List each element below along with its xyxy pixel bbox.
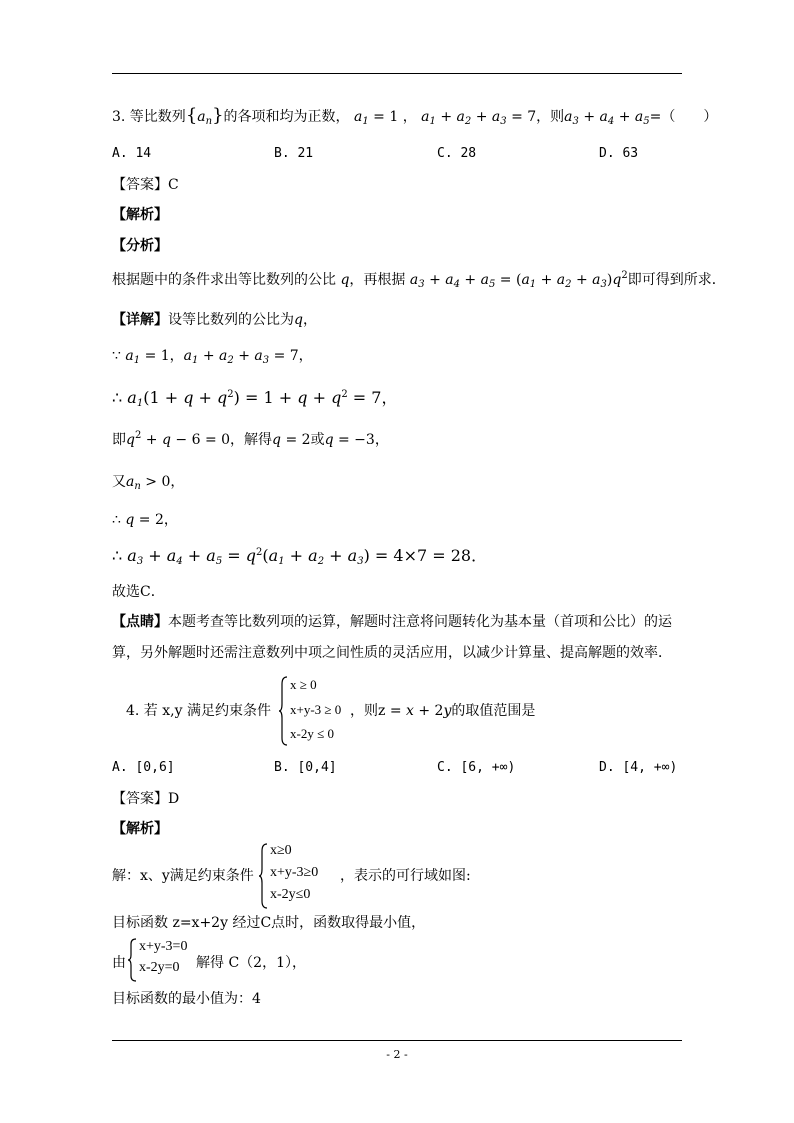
p3-option-b: B. 21 <box>274 146 314 161</box>
problem3-stem-end: =（ ） <box>649 109 718 125</box>
equation-1: x+y-3=0 <box>139 939 188 954</box>
p3-jiexi: 【解析】 <box>112 207 168 223</box>
p3-option-d: D. 63 <box>599 146 639 161</box>
fenxi-text-end: 即可得到所求． <box>627 272 726 288</box>
you-label: 又 <box>112 474 126 490</box>
therefore-symbol: ∴ <box>112 388 123 407</box>
p3-dianjing-1 <box>112 612 672 632</box>
fenxi-formula: $a_3 + a_4 + a_5 = (a_1 + a_2 + a_3)q^2$ <box>409 270 628 290</box>
problem3-stem: 3. 等比数列$\{a_n\}$的各项和均为正数， $a_1 = 1$ ， $a_1 + a_2 + a_3 = 7$，则$a_3 + a_4 + a_5=$（ ） <box>112 105 718 127</box>
p3-dianjing-2: 算，另外解题时还需注意数列中项之间性质的灵活应用，以减少计算量、提高解题的效率． <box>112 645 672 661</box>
p3-detail: 【详解】设等比数列的公比为q， <box>112 312 317 328</box>
stem-post-pre: ，则z = <box>350 703 407 719</box>
fenxi-text-pre: 根据题中的条件求出等比数列的公比 <box>112 272 336 288</box>
since-tail: ， <box>298 348 313 364</box>
sequence-symbol: $\{a_n\}$ <box>185 105 224 127</box>
page-number: - 2 - <box>386 1048 408 1061</box>
var-q: q <box>340 272 350 288</box>
p4-eq-brace <box>127 938 207 982</box>
p4-option-b: B. [0,4] <box>274 760 337 775</box>
constraint-2: x+y-3 ≥ 0 <box>290 702 342 717</box>
p4-you-pre: 由 <box>112 955 126 971</box>
because-symbol: ∵ <box>112 348 121 364</box>
p3-therefore-line1: ∴ $a_1(1 + q + q^2) = 1 + q + q^2 = 7$， <box>112 388 398 409</box>
p3-fenxi: 【分析】 <box>112 238 168 254</box>
p3-result-line: ∴ $a_3 + a_4 + a_5 = q^2(a_1 + a_2 + a_3) = 4\times 7 = 28$． <box>112 546 488 567</box>
p4-stem-pre: 4. 若 x,y 满足约束条件 <box>126 703 271 719</box>
p4-sol-brace <box>258 843 348 909</box>
sum-a3-a5: $a_3 + a_4 + a_5$ <box>564 109 650 127</box>
p4-answer: 【答案】D <box>112 791 180 807</box>
p3-since-line: ∵ $a_1 = 1$，$a_1 + a_2 + a_3 = 7$， <box>112 348 313 366</box>
sol-constraint-2: x+y-3≥0 <box>270 865 319 880</box>
p4-sol-pre: 解：x、y满足约束条件 <box>112 868 254 884</box>
p3-positive-line: 又$a_n > 0$， <box>112 474 185 492</box>
p4-you-post: 解得 C（2，1）， <box>196 955 306 971</box>
left-brace-icon <box>278 676 288 746</box>
jide-pre: 即 <box>112 432 126 448</box>
a1-equals-1: $a_1 = 1$ <box>353 109 399 127</box>
constraint-3: x-2y ≤ 0 <box>290 726 334 741</box>
p4-stem-post: ，则z = x + 2y的取值范围是 <box>350 703 536 719</box>
p4-jiexi: 【解析】 <box>112 821 168 837</box>
p3-fenxi-text <box>112 270 726 290</box>
sol-constraint-1: x≥0 <box>270 843 292 858</box>
p3-choose: 故选C． <box>112 584 165 600</box>
p3-option-a: A. 14 <box>112 146 152 161</box>
jide-or: 或 <box>310 432 325 448</box>
p4-option-a: A. [0,6] <box>112 760 175 775</box>
constraint-1: x ≥ 0 <box>290 677 317 692</box>
problem3-stem-mid: 的各项和均为正数， <box>223 109 350 125</box>
equation-2: x-2y=0 <box>139 960 180 975</box>
p4-min-line: 目标函数的最小值为：4 <box>112 991 261 1007</box>
var-q-2: q <box>294 312 303 328</box>
sum-a1-a3: $a_1 + a_2 + a_3 = 7$ <box>421 109 537 127</box>
left-brace-icon <box>127 938 137 982</box>
p3-solve-line: 即$q^2 + q - 6 = 0$，解得q = 2或q = −3， <box>112 430 389 448</box>
p4-option-c: C. [6, +∞) <box>437 760 516 775</box>
jide-mid: ，解得 <box>230 432 273 448</box>
p4-target-line: 目标函数 z=x+2y 经过C点时，函数取得最小值， <box>112 915 426 931</box>
stem-post-end: 的取值范围是 <box>451 703 536 719</box>
p4-sol-post: ，表示的可行域如图: <box>340 868 471 884</box>
left-brace-icon <box>258 843 268 909</box>
p4-option-d: D. [4, +∞) <box>599 760 678 775</box>
footer-rule <box>112 1040 682 1041</box>
detail-text: 设等比数列的公比为 <box>168 312 294 328</box>
p3-q-line: ∴ q = 2， <box>112 512 178 528</box>
header-rule <box>112 73 682 74</box>
dianjing-label: 【点睛】 <box>112 614 168 630</box>
problem3-stem-cond: ，则 <box>536 109 565 125</box>
p3-option-c: C. 28 <box>437 146 477 161</box>
p3-answer: 【答案】C <box>112 177 179 193</box>
fenxi-text-mid: ，再根据 <box>349 272 406 288</box>
detail-label: 【详解】 <box>112 312 168 328</box>
sol-constraint-3: x-2y≤0 <box>270 887 311 902</box>
problem3-stem-pre: 3. 等比数列 <box>112 109 186 125</box>
dianjing-text1: 本题考查等比数列项的运算，解题时注意将问题转化为基本量（首项和公比）的运 <box>168 614 672 630</box>
